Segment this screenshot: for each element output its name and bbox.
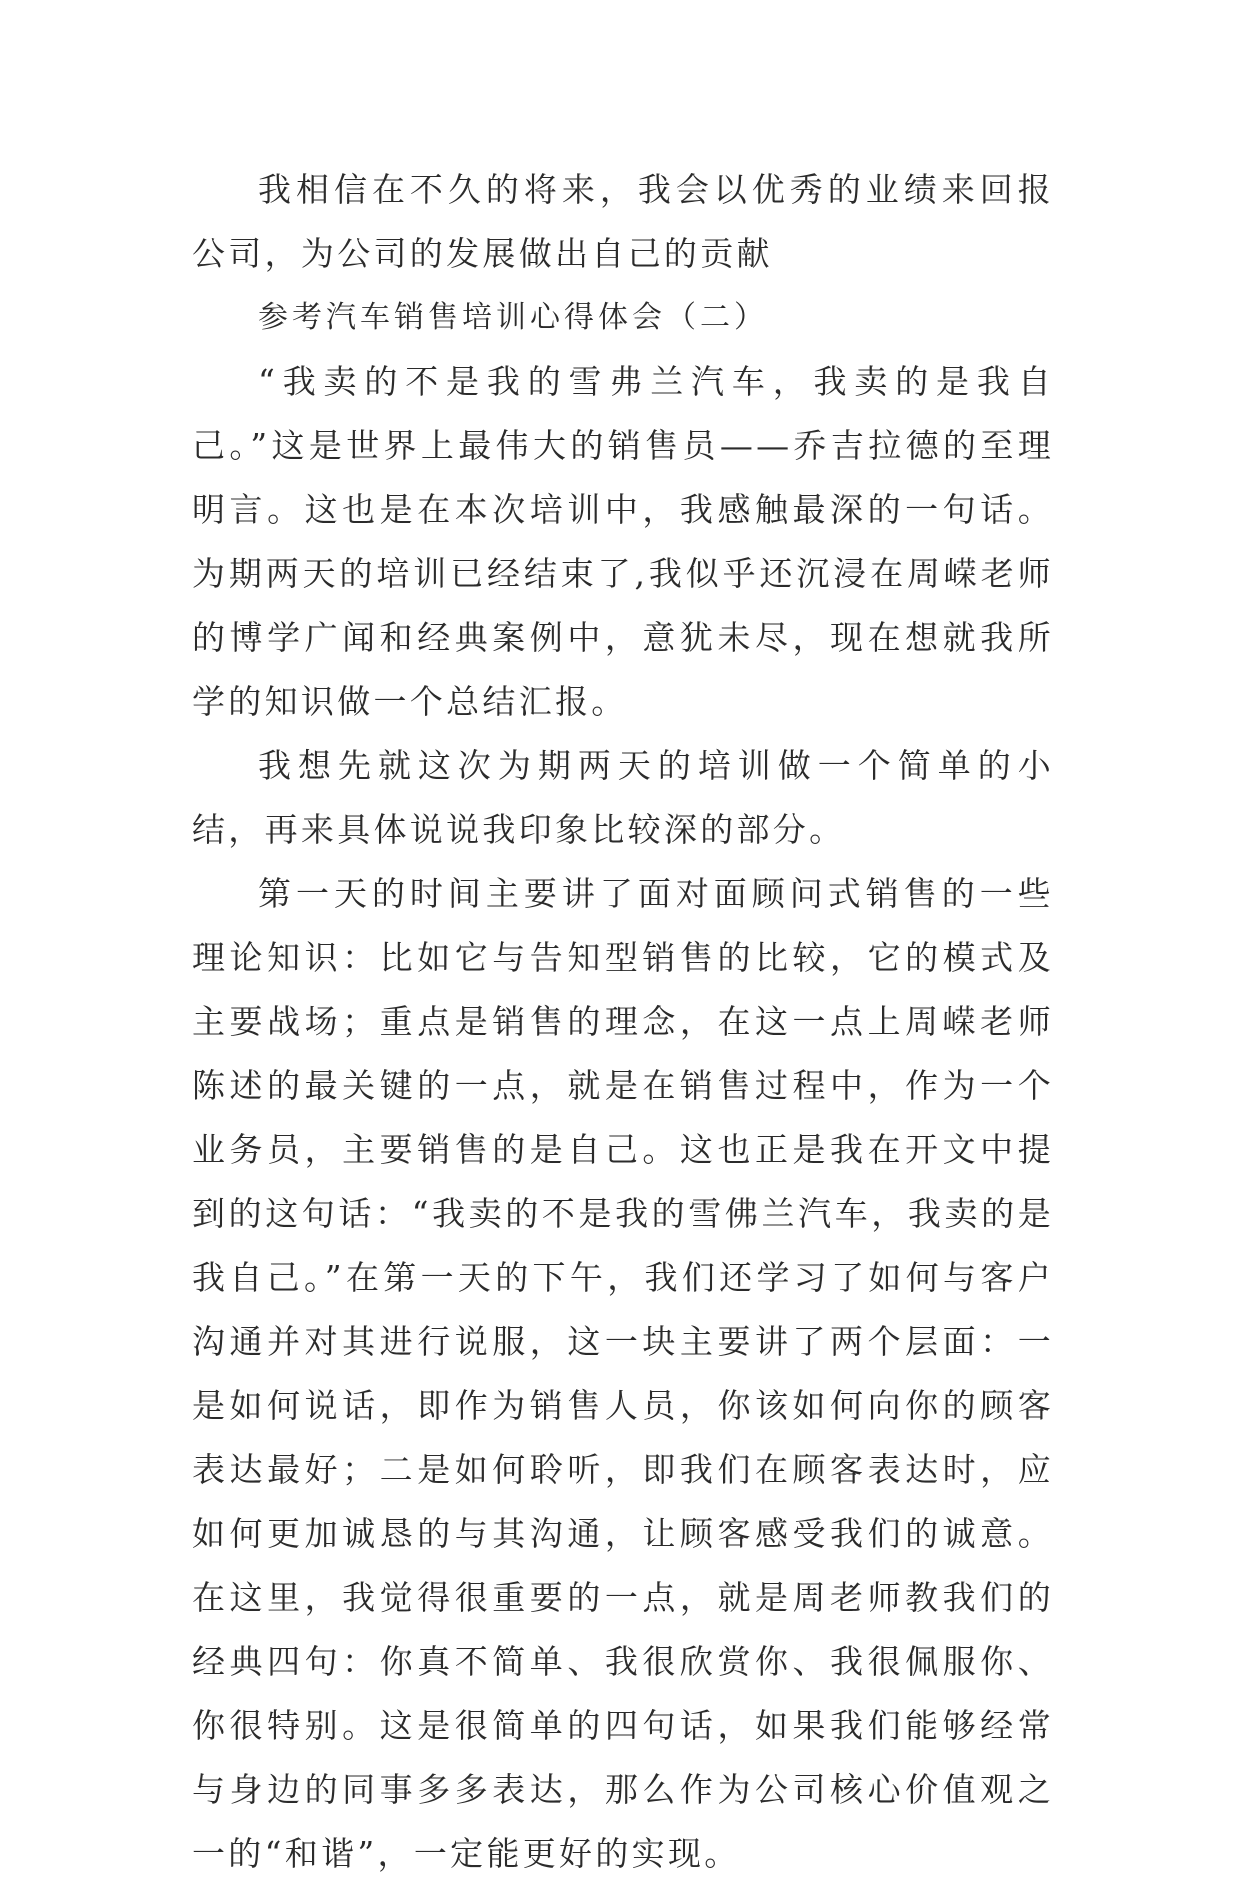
paragraph-day-one: 第一天的时间主要讲了面对面顾问式销售的一些理论知识：比如它与告知型销售的比较，它的模式及主要战场；重点是销售的理念，在这一点上周嵘老师陈述的最关键的一点，就是在销售过程中，作为一个业务员，主要销售的是自己。这也正是我在开文中提到的这句话：“我卖的不是我的雪佛兰汽车，我卖的是我自己。”在第一天的下午，我们还学习了如何与客户沟通并对其进行说服，这一块主要讲了两个层面：一是如何说话，即作为销售人员，你该如何向你的顾客表达最好；二是如何聆听，即我们在顾客表达时，应如何更加诚恳的与其沟通，让顾客感受我们的诚意。在这里，我觉得很重要的一点，就是周老师教我们的经典四句：你真不简单、我很欣赏你、我很佩服你、你很特别。这是很简单的四句话，如果我们能够经常与身边的同事多多表达，那么作为公司核心价值观之一的“和谐”，一定能更好的实现。 — [192, 874, 1054, 1873]
section-heading: 参考汽车销售培训心得体会（二） — [258, 300, 768, 335]
paragraph-summary-intro: 我想先就这次为期两天的培训做一个简单的小结，再来具体说说我印象比较深的部分。 — [192, 746, 1054, 849]
paragraph-quote-intro: “我卖的不是我的雪弗兰汽车，我卖的是我自己。”这是世界上最伟大的销售员——乔吉拉德的至理明言。这也是在本次培训中，我感触最深的一句话。为期两天的培训已经结束了,我似乎还沉浸在周嵘老师的博学广闻和经典案例中，意犹未尽，现在想就我所学的知识做一个总结汇报。 — [192, 362, 1054, 721]
paragraph-closing: 我相信在不久的将来，我会以优秀的业绩来回报公司，为公司的发展做出自己的贡献 — [192, 170, 1054, 273]
document-body — [192, 158, 1054, 1886]
